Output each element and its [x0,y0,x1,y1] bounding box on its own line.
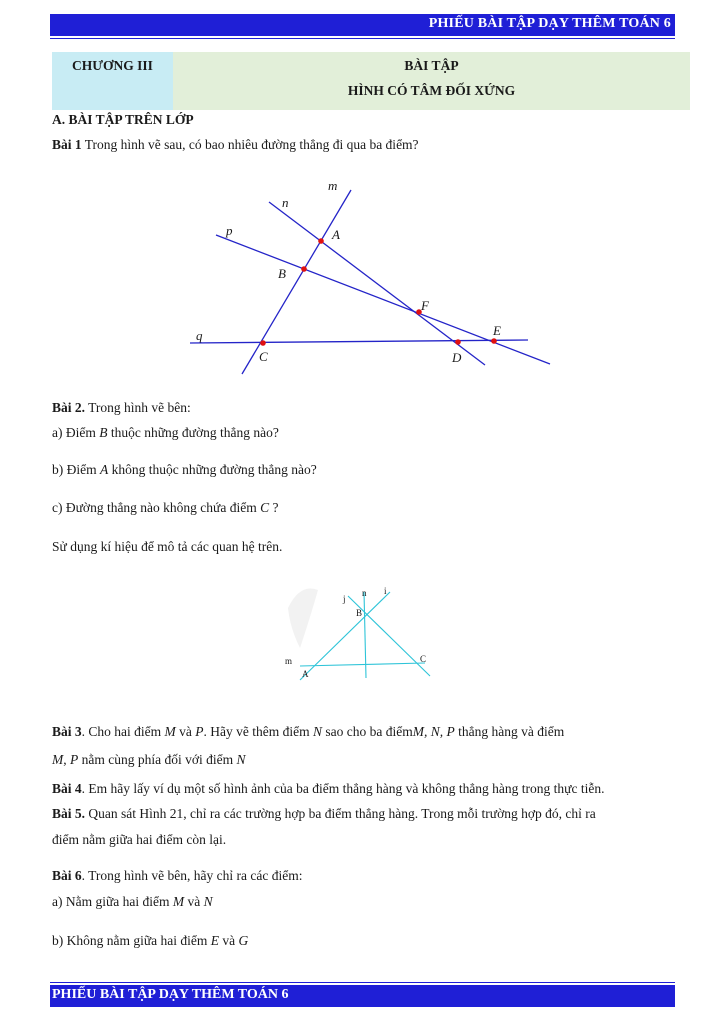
exercise-3-line-2 [52,752,246,768]
label-C: C [259,349,268,364]
var-m-2: M [52,752,64,767]
label-n: n [282,195,289,210]
exercise-3-label: Bài 3 [52,724,82,739]
label-i: i [384,586,387,596]
bottom-banner [50,985,675,1007]
var-p-2: P [70,752,79,767]
line-p [216,235,550,364]
top-banner-title: PHIẾU BÀI TẬP DẠY THÊM TOÁN 6 [428,16,671,31]
point-e [491,338,497,344]
figure-1-lines-points [180,172,560,382]
var-b: B [99,425,108,440]
exercise-2-label: Bài 2. [52,400,86,415]
label-E: E [493,323,501,338]
label-C2: C [420,654,427,664]
exercise-2-note: Sử dụng kí hiệu để mô tả các quan hệ trên. [52,539,283,554]
var-mnp: M, N, P [412,724,455,739]
exercise-2-a-text: a) Điểm [52,425,100,440]
exercise-3-text-5: thẳng hàng và điểm [454,724,565,739]
label-B: B [278,266,286,281]
exercise-4 [52,781,604,797]
exercise-1-text: Trong hình vẽ sau, có bao nhiêu đường thẳng đi qua ba điểm? [81,137,419,152]
var-n-3: N [203,894,213,909]
line-m [242,190,351,374]
var-n: N [313,724,323,739]
point-c [260,340,266,346]
line-m2 [300,663,425,666]
label-D: D [452,350,462,365]
label-B2: B [356,608,363,618]
exercise-2-c [52,500,279,516]
label-A2: A [302,669,309,679]
figure-2-lines-points [270,578,440,688]
exercise-3-text-2: và [175,724,196,739]
line-q [190,340,528,343]
exercise-5-label: Bài 5. [52,806,86,821]
exercise-6-a-mid: và [184,894,204,909]
title-line-2: HÌNH CÓ TÂM ĐỐI XỨNG [347,83,516,98]
label-q: q [196,328,203,343]
watermark-shape [288,588,318,648]
chapter-cell [52,52,173,110]
exercise-1 [52,137,419,153]
title-line-1: BÀI TẬP [404,58,459,73]
point-a [318,238,324,244]
chapter-label: CHƯƠNG III [72,58,153,73]
exercise-4-label: Bài 4 [52,781,82,796]
exercise-1-label: Bài 1 [52,137,82,152]
label-m: m [328,178,338,193]
exercise-2-intro: Trong hình vẽ bên: [85,400,191,415]
label-F: F [421,298,429,313]
label-n2: n [362,588,367,598]
exercise-2-c-text: c) Đường thẳng nào không chứa điểm [52,500,261,515]
var-c: C [260,500,270,515]
label-m2: m [285,656,293,666]
label-j: j [343,594,346,604]
exercise-3-l2-text-1: , [63,752,70,767]
exercise-6-label: Bài 6 [52,868,82,883]
title-cell [173,52,690,110]
exercise-2-b-text: b) Điểm [52,462,100,477]
point-b [301,266,307,272]
exercise-2-a-rest: thuộc những đường thẳng nào? [110,425,279,440]
exercise-2-b-rest: không thuộc những đường thẳng nào? [111,462,317,477]
bottom-divider [50,982,675,983]
exercise-3-l2-text-2: nằm cùng phía đối với điểm [78,752,237,767]
var-p: P [195,724,204,739]
top-banner [50,14,675,36]
var-e: E [210,933,220,948]
label-p: p [226,223,233,238]
var-n-2: N [236,752,246,767]
var-a: A [100,462,109,477]
bottom-banner-title: PHIẾU BÀI TẬP DẠY THÊM TOÁN 6 [52,987,289,1002]
exercise-4-text: . Em hãy lấy ví dụ một số hình ảnh của ba điểm thẳng hàng và không thẳng hàng trong thực tiễn. [81,781,605,796]
line-n2 [364,592,366,678]
var-m: M [164,724,176,739]
section-a-heading: A. BÀI TẬP TRÊN LỚP [52,112,194,127]
var-m-3: M [172,894,185,909]
exercise-6-intro: . Trong hình vẽ bên, hãy chỉ ra các điểm: [81,868,303,883]
exercise-2-b [52,462,317,478]
exercise-6-a [52,894,213,910]
exercise-6-b [52,933,248,949]
exercise-2-a [52,425,279,441]
top-divider [50,38,675,39]
exercise-6-b-mid: và [219,933,239,948]
exercise-3-text-3: . Hãy vẽ thêm điểm [203,724,313,739]
exercise-5-line-1: Quan sát Hình 21, chỉ ra các trường hợp ba điểm thẳng hàng. Trong mỗi trường hợp đó, chỉ ra [85,806,596,821]
exercise-5 [52,806,596,822]
exercise-6-a-text: a) Nằm giữa hai điểm [52,894,173,909]
exercise-6-b-text: b) Không nằm giữa hai điểm [52,933,211,948]
label-A: A [332,227,340,242]
var-g: G [238,933,249,948]
exercise-6 [52,868,302,884]
exercise-3-text-1: . Cho hai điểm [81,724,165,739]
exercise-2 [52,400,191,416]
exercise-5-line-2: điểm nằm giữa hai điểm còn lại. [52,832,227,847]
exercise-2-c-rest: ? [269,500,279,515]
exercise-3 [52,724,564,740]
exercise-3-text-4: sao cho ba điểm [322,724,413,739]
point-d [455,339,461,345]
